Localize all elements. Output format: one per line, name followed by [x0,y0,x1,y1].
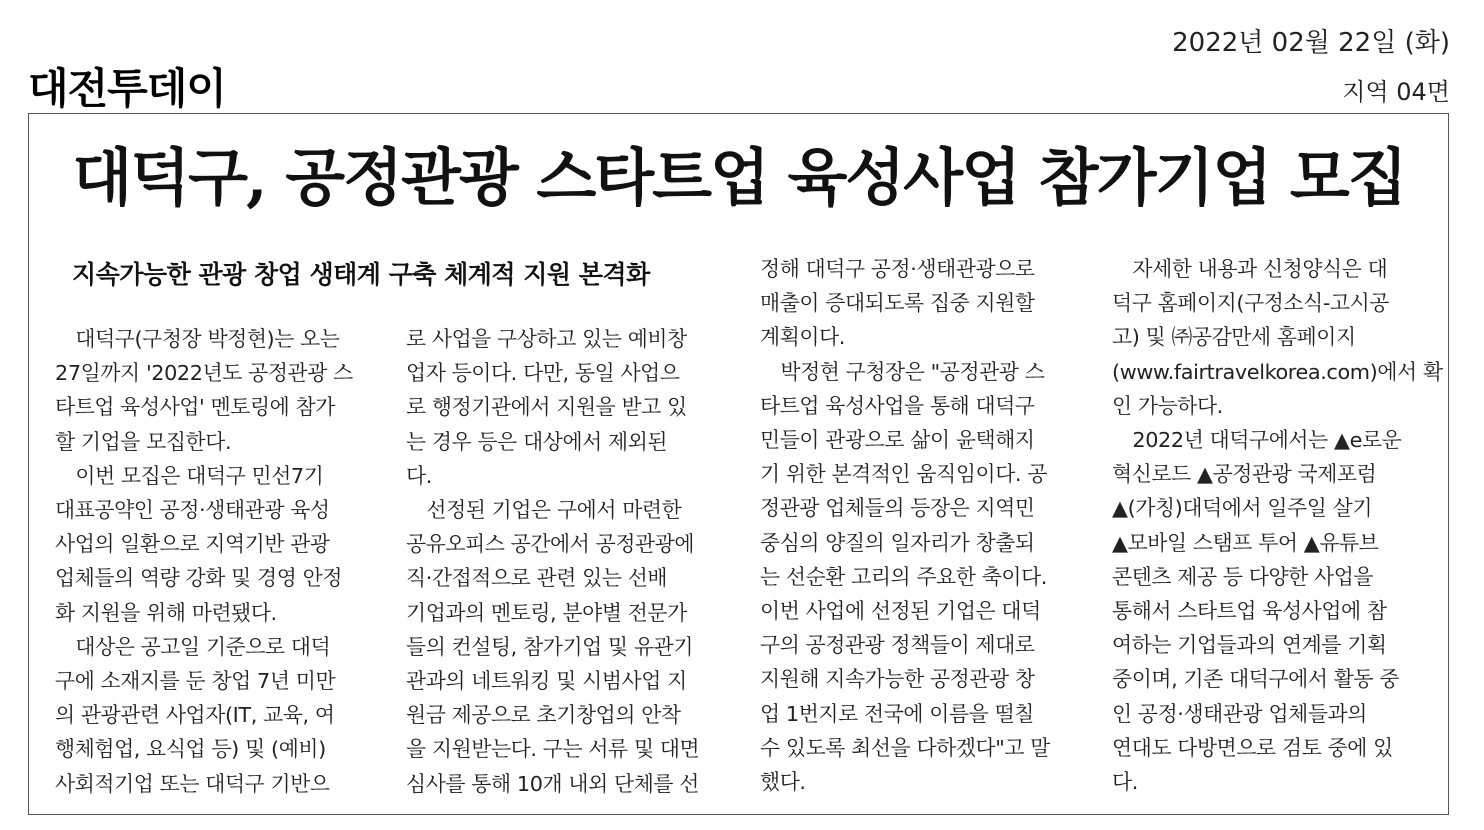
article-headline: 대덕구, 공정관광 스타트업 육성사업 참가기업 모집 [72,141,1406,214]
article-text-line: 매출이 증대되도록 집중 지원할 [760,291,1035,316]
article-text-line: 타트업 육성사업' 멘토링에 참가 [55,395,335,420]
article-text-line: 연대도 다방면으로 검토 중에 있 [1112,735,1393,760]
article-text-line: 직·간접적으로 관련 있는 선배 [406,566,668,591]
article-text-line: 계획이다. [760,325,845,350]
article-text-line: 중심의 양질의 일자리가 창출되 [760,530,1035,555]
article-text-line: 이번 모집은 대덕구 민선7기 [55,463,324,488]
article-text-line: 기업과의 멘토링, 분야별 전문가 [406,600,687,625]
article-text-line: 는 선순환 고리의 주요한 축이다. [760,564,1048,589]
article-text-line: 로 사업을 구상하고 있는 예비창 [406,327,687,351]
article-text-line: 원금 제공으로 초기창업의 안착 [406,703,681,728]
article-text-line: 행체험업, 요식업 등) 및 (예비) [55,737,326,762]
article-text-line: 대덕구(구청장 박정현)는 오는 [55,327,340,351]
article-text-line: 공유오피스 공간에서 공정관광에 [406,532,695,557]
article-column-3 [760,252,1078,799]
article-column-1 [55,322,373,801]
article-text-line: 사회적기업 또는 대덕구 기반으 [55,771,330,796]
article-text-line: 박정현 구청장은 "공정관광 스 [760,359,1045,384]
article-column-2 [406,322,724,801]
article-text-line: 할 기업을 모집한다. [55,429,232,454]
article-text-line: 을 지원받는다. 구는 서류 및 대면 [406,737,700,762]
article-text-line: 선정된 기업은 구에서 마련한 [406,498,682,523]
article-text-line: 수 있도록 최선을 다하겠다"고 말 [760,735,1050,760]
article-text-line: 화 지원을 위해 마련됐다. [55,600,277,625]
article-text-line: 중이며, 기존 대덕구에서 활동 중 [1112,667,1400,692]
article-text-line: 의 관광관련 사업자(IT, 교육, 여 [55,703,335,728]
article-text-line: 타트업 육성사업을 통해 대덕구 [760,393,1035,418]
article-text-line: 이번 사업에 선정된 기업은 대덕 [760,599,1041,624]
article-text-line: 업 1번지로 전국에 이름을 떨칠 [760,701,1034,726]
article-text-line: 심사를 통해 10개 내외 단체를 선 [406,771,699,796]
article-text-line: 구의 공정관광 정책들이 제대로 [760,633,1035,658]
article-text-line: 민들이 관광으로 삶이 윤택해지 [760,428,1035,453]
newspaper-masthead: 대전투데이 [28,64,226,113]
article-text-line: 들의 컨설팅, 참가기업 및 유관기 [406,634,694,659]
article-text-line: ▲(가칭)대덕에서 일주일 살기 [1112,496,1373,521]
article-text-line: 는 경우 등은 대상에서 제외된 [406,429,668,454]
article-text-line: 콘텐츠 제공 등 다양한 사업을 [1112,564,1374,589]
article-text-line: 대상은 공고일 기준으로 대덕 [55,634,331,659]
article-text-line: 통해서 스타트업 육성사업에 참 [1112,599,1387,624]
article-text-line: (www.fairtravelkorea.com)에서 확 [1112,359,1443,384]
article-text-line: 사업의 일환으로 지역기반 관광 [55,532,330,557]
article-text-line: 여하는 기업들과의 연계를 기획 [1112,633,1387,658]
article-text-line: 덕구 홈페이지(구정소식-고시공 [1112,291,1389,316]
article-text-line: 2022년 대덕구에서는 ▲e로운 [1112,428,1402,453]
article-text-line: 정관광 업체들의 등장은 지역민 [760,496,1035,521]
article-text-line: 했다. [760,770,806,795]
article-text-line: ▲모바일 스탬프 투어 ▲유튜브 [1112,530,1379,555]
article-text-line: 인 공정·생태관광 업체들과의 [1112,701,1367,726]
article-text-line: 혁신로드 ▲공정관광 국제포럼 [1112,462,1377,487]
article-text-line: 관과의 네트워킹 및 시범사업 지 [406,669,687,694]
article-text-line: 지원해 지속가능한 공정관광 창 [760,667,1035,692]
article-text-line: 인 가능하다. [1112,393,1223,418]
publication-date: 2022년 02월 22일 (화) [1172,28,1450,58]
article-text-line: 업자 등이다. 다만, 동일 사업으 [406,361,680,386]
article-text-line: 자세한 내용과 신청양식은 대 [1112,257,1388,281]
page-section: 지역 04면 [1342,78,1450,106]
article-text-line: 대표공약인 공정·생태관광 육성 [55,498,330,523]
article-subheadline: 지속가능한 관광 창업 생태계 구축 체계적 지원 본격화 [72,260,650,289]
article-text-line: 기 위한 본격적인 움직임이다. 공 [760,462,1048,487]
article-text-line: 로 행정기관에서 지원을 받고 있 [406,395,687,420]
article-text-line: 다. [406,463,432,488]
article-text-line: 다. [1112,770,1138,795]
article-text-line: 27일까지 '2022년도 공정관광 스 [55,361,353,386]
article-column-4 [1112,252,1443,799]
article-text-line: 고) 및 ㈜공감만세 홈페이지 [1112,325,1356,350]
article-text-line: 업체들의 역량 강화 및 경영 안정 [55,566,343,591]
article-text-line: 구에 소재지를 둔 창업 7년 미만 [55,669,336,694]
article-text-line: 정해 대덕구 공정·생태관광으로 [760,257,1035,281]
